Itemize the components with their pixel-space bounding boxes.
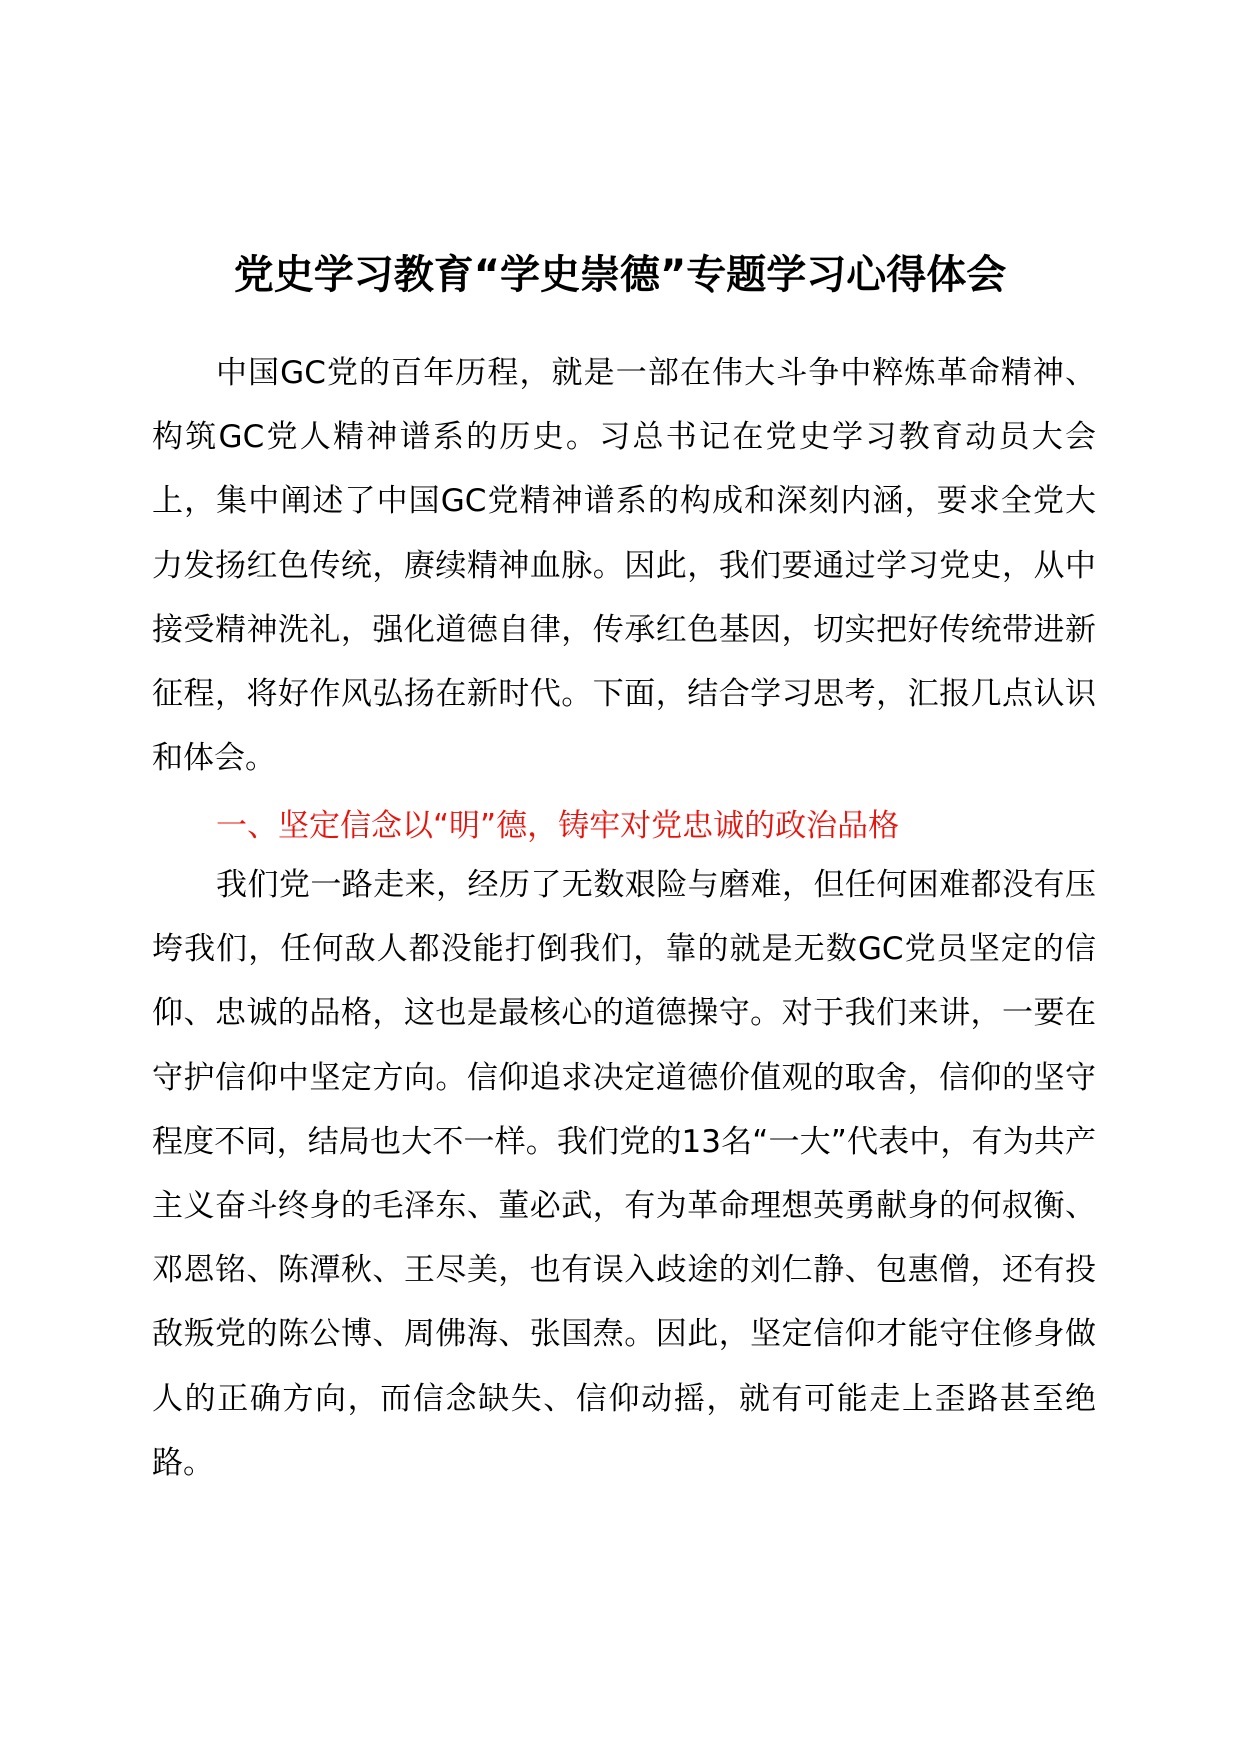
section-heading: 一、坚定信念以“明”德，铸牢对党忠诚的政治品格 [216, 808, 900, 844]
intro-paragraph: 中国GC党的百年历程，就是一部在伟大斗争中粹炼革命精神、构筑GC党人精神谱系的历史。习总书记在党史学习教育动员大会上，集中阐述了中国GC党精神谱系的构成和深刻内涵，要求全党大力发扬红色传统，赓续精神血脉。因此，我们要通过学习党史，从中接受精神洗礼，强化道德自律，传承红色基因，切实把好传统带进新征程，将好作风弘扬在新时代。下面，结合学习思考，汇报几点认识和体会。 [152, 355, 1096, 777]
section-paragraph: 我们党一路走来，经历了无数艰险与磨难，但任何困难都没有压垮我们，任何敌人都没能打倒我们，靠的就是无数GC党员坚定的信仰、忠诚的品格，这也是最核心的道德操守。对于我们来讲，一要在守护信仰中坚定方向。信仰追求决定道德价值观的取舍，信仰的坚守程度不同，结局也大不一样。我们党的13名“一大”代表中，有为共产主义奋斗终身的毛泽东、董必武，有为革命理想英勇献身的何叔衡、邓恩铭、陈潭秋、王尽美，也有误入歧途的刘仁静、包惠僧，还有投敌叛党的陈公博、周佛海、张国焘。因此，坚定信仰才能守住修身做人的正确方向，而信念缺失、信仰动摇，就有可能走上歪路甚至绝路。 [152, 867, 1096, 1481]
document-title: 党史学习教育“学史崇德”专题学习心得体会 [233, 252, 1007, 298]
